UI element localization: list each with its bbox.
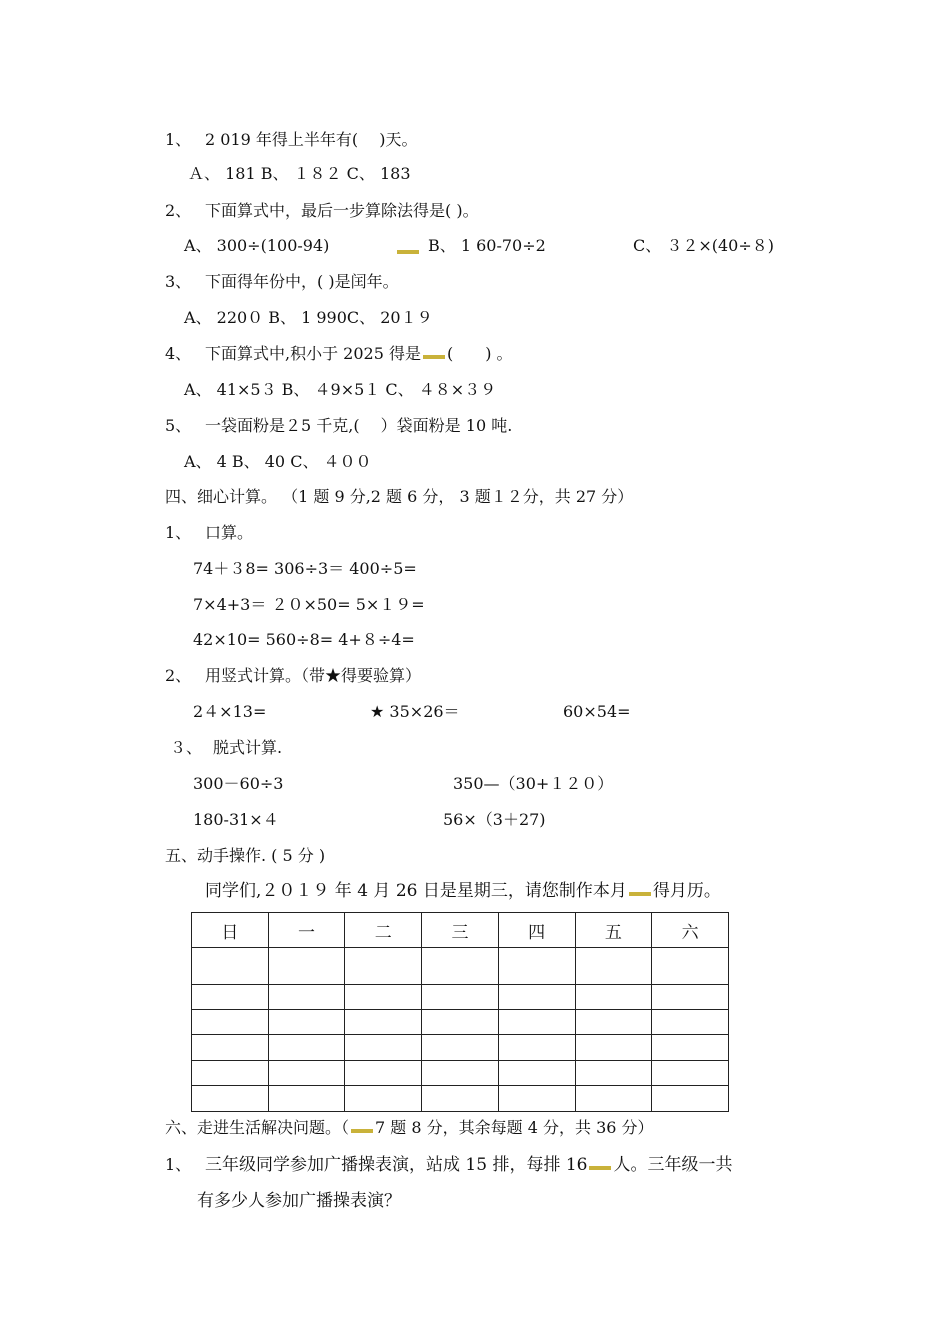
calendar-cell bbox=[498, 1010, 575, 1035]
calendar-cell bbox=[192, 1061, 269, 1086]
q1-number: 1、 bbox=[165, 130, 192, 149]
q4-number: 4、 bbox=[165, 344, 192, 363]
oral-calc-row: 42×10= 560÷8= 4+８÷4= bbox=[193, 630, 415, 649]
s6-q1-number: 1、 bbox=[165, 1155, 192, 1174]
calendar-cell bbox=[422, 1061, 499, 1086]
weekday-tuesday: 二 bbox=[345, 913, 422, 948]
calendar-cell bbox=[575, 1010, 652, 1035]
calendar-cell bbox=[422, 1086, 499, 1112]
q4-text bbox=[205, 344, 513, 364]
weekday-sunday: 日 bbox=[192, 913, 269, 948]
vertical-calc-problem-2: ★ 35×26＝ bbox=[370, 702, 460, 721]
calendar-cell bbox=[575, 1061, 652, 1086]
weekday-thursday: 四 bbox=[498, 913, 575, 948]
calendar-cell bbox=[345, 1035, 422, 1061]
calendar-cell bbox=[268, 985, 345, 1010]
q2-number: 2、 bbox=[165, 201, 192, 220]
calendar-week-row bbox=[192, 1010, 729, 1035]
calendar-cell bbox=[498, 985, 575, 1010]
step-calc-problem-2: 350—（30+１２０） bbox=[453, 774, 614, 793]
step-calc-problem-3: 180-31×４ bbox=[193, 810, 279, 829]
calendar-cell bbox=[192, 1086, 269, 1112]
q1-text: 2 019 年得上半年有( )天。 bbox=[205, 130, 418, 149]
step-calc-problem-1: 300－60÷3 bbox=[193, 774, 284, 793]
calendar-week-row bbox=[192, 985, 729, 1010]
highlight-mark bbox=[351, 1129, 373, 1133]
section-5-instruction bbox=[205, 881, 721, 901]
calc2-title: 用竖式计算。（带★得要验算） bbox=[205, 666, 422, 685]
weekday-wednesday: 三 bbox=[422, 913, 499, 948]
q4-text-a: 下面算式中,积小于 2025 得是 bbox=[205, 344, 421, 363]
calendar-cell bbox=[652, 1035, 729, 1061]
calendar-cell bbox=[498, 1035, 575, 1061]
instruction-text-b: 得月历。 bbox=[652, 881, 721, 901]
calendar-cell bbox=[268, 948, 345, 985]
calendar-cell bbox=[498, 1086, 575, 1112]
calendar-cell bbox=[345, 948, 422, 985]
q5-text: 一袋面粉是２5 千克,( ）袋面粉是 10 吨. bbox=[205, 416, 513, 435]
calendar-cell bbox=[575, 1086, 652, 1112]
weekday-saturday: 六 bbox=[652, 913, 729, 948]
section-5-heading: 五、动手操作. ( 5 分 ) bbox=[165, 846, 326, 865]
vertical-calc-problem-1: 2４×13= bbox=[193, 702, 267, 721]
calc1-number: 1、 bbox=[165, 523, 192, 542]
calendar-cell bbox=[345, 1061, 422, 1086]
calendar-table bbox=[191, 912, 729, 1112]
calendar-week-row bbox=[192, 948, 729, 985]
q1-text-b: 人。三年级一共 bbox=[613, 1155, 733, 1175]
q4-text-b: ( ) 。 bbox=[446, 344, 513, 363]
highlight-mark bbox=[589, 1166, 611, 1170]
instruction-text-a: 同学们,２０１９ 年 4 月 26 日是星期三，请您制作本月 bbox=[205, 881, 627, 901]
calendar-header-row bbox=[192, 913, 729, 948]
q2-option-c: C、 ３２×(40÷８) bbox=[633, 236, 774, 255]
calendar-cell bbox=[422, 985, 499, 1010]
calendar-cell bbox=[268, 1086, 345, 1112]
weekday-monday: 一 bbox=[268, 913, 345, 948]
q4-options: A、 41×5３ B、 ４9×5１ C、 ４８×３９ bbox=[184, 380, 497, 399]
q2-option-b: B、 1 60-70÷2 bbox=[428, 236, 546, 255]
vertical-calc-problem-3: 60×54= bbox=[563, 702, 631, 721]
calendar-cell bbox=[652, 948, 729, 985]
q3-text: 下面得年份中，( )是闰年。 bbox=[205, 272, 399, 291]
oral-calc-row: 7×4+3＝ ２０×50= 5×１９= bbox=[193, 595, 425, 614]
calendar-cell bbox=[498, 948, 575, 985]
calendar-cell bbox=[422, 948, 499, 985]
oral-calc-row: 74＋３8= 306÷3＝ 400÷5= bbox=[193, 559, 417, 578]
calendar-cell bbox=[268, 1061, 345, 1086]
calendar-cell bbox=[345, 985, 422, 1010]
calc1-title: 口算。 bbox=[205, 523, 254, 542]
calendar-cell bbox=[422, 1010, 499, 1035]
q3-options: A、 220０ B、 1 990C、 20１９ bbox=[184, 308, 433, 327]
section-6-heading bbox=[165, 1118, 654, 1138]
calc2-number: 2、 bbox=[165, 666, 192, 685]
calendar-cell bbox=[575, 985, 652, 1010]
q1-options: Ａ、 181 B、 １８２ C、 183 bbox=[188, 164, 411, 183]
calc3-number: ３、 bbox=[170, 738, 203, 757]
calendar-week-row bbox=[192, 1086, 729, 1112]
calendar-cell bbox=[268, 1010, 345, 1035]
calendar-cell bbox=[192, 1010, 269, 1035]
weekday-friday: 五 bbox=[575, 913, 652, 948]
highlight-mark bbox=[423, 355, 445, 359]
heading-text-b: 7 题 8 分，其余每题 4 分，共 36 分） bbox=[375, 1118, 654, 1137]
q3-number: 3、 bbox=[165, 272, 192, 291]
s6-q1-text-continued: 有多少人参加广播操表演？ bbox=[197, 1191, 401, 1211]
calendar-cell bbox=[268, 1035, 345, 1061]
calendar-cell bbox=[422, 1035, 499, 1061]
calendar-cell bbox=[652, 1061, 729, 1086]
calendar-cell bbox=[575, 948, 652, 985]
heading-text-a: 六、走进生活解决问题。（ bbox=[165, 1118, 350, 1137]
calendar-cell bbox=[192, 948, 269, 985]
calendar-cell bbox=[575, 1035, 652, 1061]
s6-q1-text bbox=[205, 1155, 732, 1175]
calendar-cell bbox=[652, 1010, 729, 1035]
q5-number: 5、 bbox=[165, 416, 192, 435]
calendar-cell bbox=[652, 1086, 729, 1112]
calendar-cell bbox=[192, 1035, 269, 1061]
calendar-cell bbox=[498, 1061, 575, 1086]
calendar-week-row bbox=[192, 1035, 729, 1061]
q2-text: 下面算式中，最后一步算除法得是( )。 bbox=[205, 201, 479, 220]
q5-options: A、 4 B、 40 C、 ４００ bbox=[184, 452, 372, 471]
step-calc-problem-4: 56×（3＋27) bbox=[443, 810, 546, 829]
calendar-cell bbox=[345, 1010, 422, 1035]
section-4-heading: 四、细心计算。 （1 题 9 分,2 题 6 分， 3 题１２分，共 27 分） bbox=[165, 487, 634, 506]
calc3-title: 脱式计算. bbox=[213, 738, 283, 757]
calendar-cell bbox=[652, 985, 729, 1010]
q2-option-a: A、 300÷(100-94) bbox=[184, 236, 330, 255]
q1-text-a: 三年级同学参加广播操表演，站成 15 排，每排 16 bbox=[205, 1155, 588, 1175]
calendar-cell bbox=[192, 985, 269, 1010]
highlight-mark bbox=[629, 892, 651, 896]
highlight-mark bbox=[397, 250, 419, 254]
calendar-cell bbox=[345, 1086, 422, 1112]
calendar-week-row bbox=[192, 1061, 729, 1086]
